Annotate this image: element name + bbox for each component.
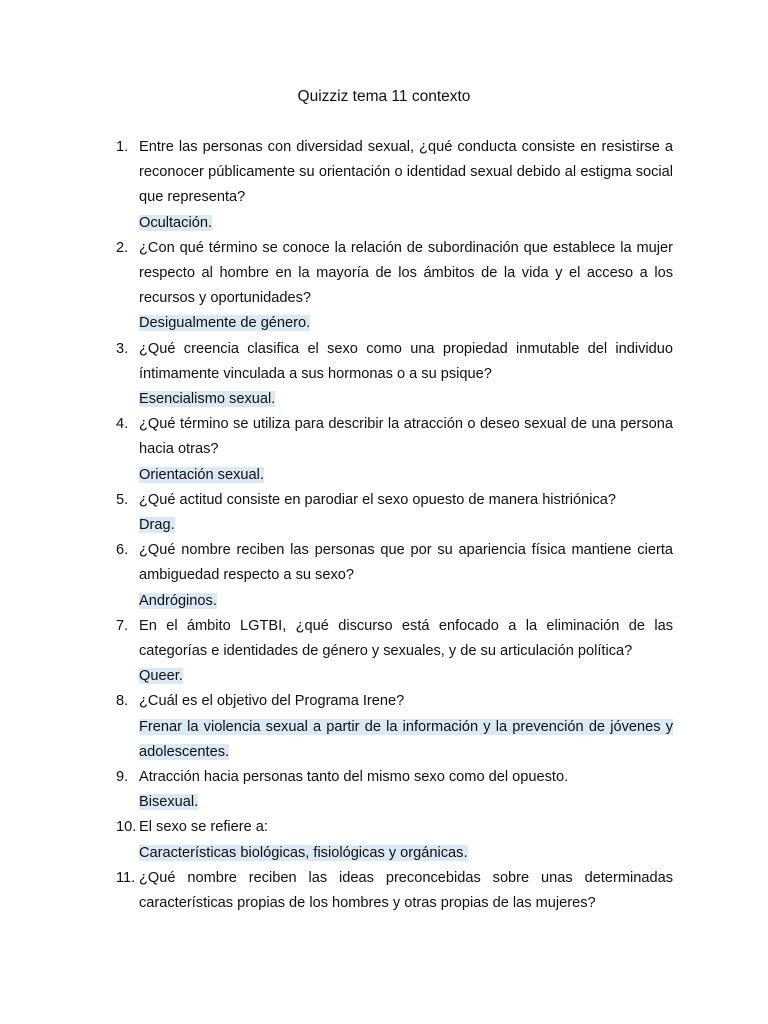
question-number: 2. (116, 239, 129, 256)
question-item (100, 538, 673, 614)
answer-line (139, 790, 673, 815)
answer-line (139, 841, 673, 866)
question-list (100, 135, 673, 916)
question-item (100, 866, 673, 916)
answer-line (139, 463, 673, 488)
question-number: 9. (116, 769, 129, 786)
question-number: 3. (116, 340, 129, 357)
highlighted-answer: Bisexual. (139, 794, 199, 811)
highlighted-answer: Desigualmente de género. (139, 315, 311, 332)
question-text: ¿Qué actitud consiste en parodiar el sexo opuesto de manera histriónica? (139, 491, 617, 508)
question-number: 8. (116, 693, 129, 710)
highlighted-answer: Características biológicas, fisiológicas y orgánicas. (139, 844, 468, 861)
document-title: Quizziz tema 11 contexto (297, 88, 471, 105)
highlighted-answer: Frenar la violencia sexual a partir de la información y la prevención de jóvenes y adolescentes. (139, 718, 673, 760)
highlighted-answer: Drag. (139, 517, 175, 534)
question-item (100, 135, 673, 236)
answer-line (139, 513, 673, 538)
highlighted-answer: Orientación sexual. (139, 466, 264, 483)
question-item (100, 765, 673, 815)
answer-line (139, 664, 673, 689)
question-item (100, 412, 673, 488)
answer-line (139, 211, 673, 236)
answer-line (139, 589, 673, 614)
question-text: ¿Qué término se utiliza para describir la atracción o deseo sexual de una persona hacia otras? (139, 416, 673, 458)
question-number: 7. (116, 617, 129, 634)
question-number: 1. (116, 139, 129, 155)
question-item (100, 488, 673, 538)
question-number: 4. (116, 416, 129, 433)
question-text: El sexo se refiere a: (139, 819, 268, 836)
question-text: ¿Cuál es el objetivo del Programa Irene? (139, 693, 405, 710)
highlighted-answer: Andróginos. (139, 592, 217, 609)
question-text: ¿Con qué término se conoce la relación de subordinación que establece la mujer respecto al hombre en la mayoría de los ámbitos de la vida y el acceso a los recursos y oportunidades? (139, 239, 673, 307)
highlighted-answer: Ocultación. (139, 214, 213, 231)
question-item (100, 815, 673, 865)
question-text: Atracción hacia personas tanto del mismo sexo como del opuesto. (139, 769, 569, 786)
question-text: En el ámbito LGTBI, ¿qué discurso está enfocado a la eliminación de las categorías e identidades de género y sexuales, y de su articulación política? (139, 617, 673, 660)
answer-line (139, 311, 673, 336)
question-number: 5. (116, 491, 129, 508)
question-text: ¿Qué nombre reciben las personas que por su apariencia física mantiene cierta ambiguedad respecto a su sexo? (139, 542, 673, 584)
question-item (100, 689, 673, 765)
question-number: 6. (116, 542, 129, 559)
question-item (100, 236, 673, 337)
question-number: 10. (116, 819, 137, 836)
question-item (100, 614, 673, 690)
highlighted-answer: Queer. (139, 668, 183, 685)
question-text: Entre las personas con diversidad sexual, ¿qué conducta consiste en resistirse a reconocer públicamente su orientación o identidad sexual debido al estigma social que representa? (139, 139, 673, 206)
question-item (100, 337, 673, 413)
highlighted-answer: Esencialismo sexual. (139, 391, 276, 408)
answer-line (139, 387, 673, 412)
answer-line (139, 715, 673, 765)
question-text: ¿Qué nombre reciben las ideas preconcebidas sobre unas determinadas características propias de los hombres y otras propias de las mujeres? (139, 869, 673, 912)
question-number: 11. (116, 869, 136, 886)
question-text: ¿Qué creencia clasifica el sexo como una propiedad inmutable del individuo íntimamente vinculada a sus hormonas o a su psique? (139, 340, 673, 382)
